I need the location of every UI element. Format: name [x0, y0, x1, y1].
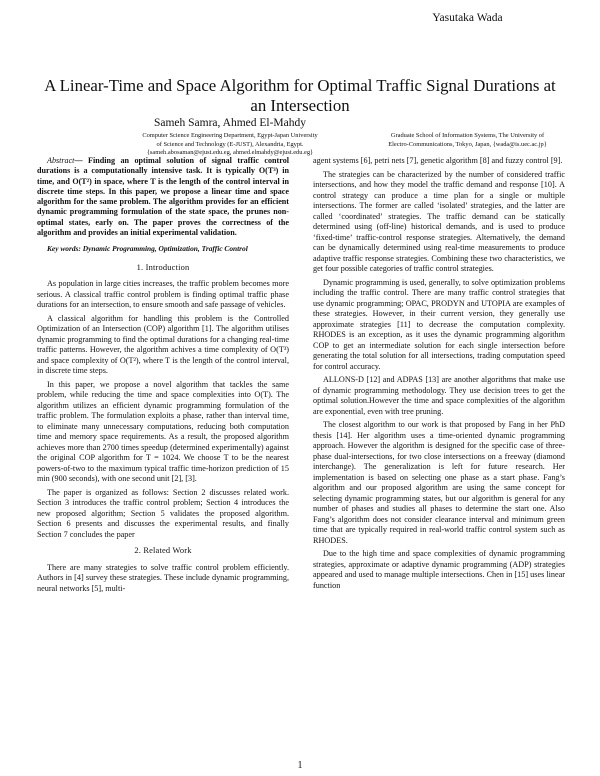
header-right-author-name: Yasutaka Wada	[432, 12, 503, 24]
paragraph: The strategies can be characterized by the number of considered traffic intersections, and how they model the traffic demand and response [10]. A control strategy can produce a time plan for a single or multiple intersections. The former are called ‘isolated’ strategies, and the latter are called ‘coordinated’ strategies. The traffic demand can be statically determined using (off-line) historical demands, and is used to produce ‘fixed-time’ traffic-control response strategies. Alternatively, the demand can be dynamically determined using real-time measurements to produce adaptive traffic response strategies. Combining these two characteristics, we get four possible categories of traffic control strategies.	[313, 169, 565, 273]
affiliation-line: of Science and Technology (E-JUST), Alexandria, Egypt.	[156, 140, 304, 148]
paragraph: ALLONS-D [12] and ADPAS [13] are another algorithms that make use of dynamic programming methodology. They use decision trees to get the optimal solution.However the time and space complexities of the algorithm are exponential, even with tree pruning.	[313, 375, 565, 416]
affiliation-right	[360, 132, 575, 149]
left-column	[37, 156, 289, 597]
author-block-right	[360, 117, 575, 149]
paper-title: A Linear-Time and Space Algorithm for Optimal Traffic Signal Durations at an Intersection	[44, 76, 556, 115]
affiliation-left	[100, 132, 360, 158]
author-block-left	[100, 117, 360, 158]
page-number: 1	[297, 760, 303, 771]
paragraph: Dynamic programming is used, generally, to solve optimization problems including the traffic control. There are many traffic control strategies that use dynamic programming; OPAC, PRODYN and UTOPIA are examples of these strategies. However, in their current version, they generally use approximate strategies [11] to decrease the computation complexity. RHODES is an exception, as it uses the dynamic programming algorithm COP to get an intermediate solution for each single intersection before generating the total solution for all intersections, trading computation speed for control accuracy.	[313, 277, 565, 371]
affiliation-line: Graduate School of Information Systems, The University of	[390, 132, 545, 139]
affiliation-line: {sameh.abosaman@ejust.edu.eg, ahmed.elmahdy@ejust.edu.eg}	[146, 149, 314, 157]
abstract	[37, 156, 289, 238]
abstract-text: — Finding an optimal solution of signal traffic control durations is a computationally intensive task. It is typically O(T³) in time, and O(T²) in space, where T is the length of the control interval in discrete time steps. In this paper, we propose a linear time and space algorithm for the same problem. The algorithm provides for an efficient dynamic programming formulation of the state space, the prunes non-optimal states, early on. The paper proves the correctness of the algorithm and provides an initial experimental validation.	[37, 156, 289, 238]
paragraph: In this paper, we propose a novel algorithm that tackles the same problem, while reducing the time and space complexities into O(T). The algorithm utilizes an efficient dynamic programming formulation of the traffic problem. The formulation exploits a phase, rather than interval time, to eliminate many unnecessary computations, reducing both computation time and memory space requirements. As a result, the proposed algorithm achieves more than 2700 times speedup (determined experimentally) against the original COP algorithm for T = 1024. We choose T to be the nearest powers-of-two to the maximum typical traffic time-horizon prediction of 15 min (900 seconds), with one second unit [2], [3].	[37, 379, 289, 484]
keywords-label: Key words:	[47, 244, 81, 254]
paragraph: As population in large cities increases, the traffic problem becomes more serious. A classical traffic control problem is finding optimal traffic phase durations for an intersection, to ensure smooth and safe passage of vehicles.	[37, 279, 289, 310]
section-heading-introduction: 1. Introduction	[136, 262, 190, 272]
section-heading-related-work: 2. Related Work	[134, 546, 192, 556]
paragraph: agent systems [6], petri nets [7], genetic algorithm [8] and fuzzy control [9].	[313, 156, 563, 165]
paragraph: The closest algorithm to our work is that proposed by Fang in her PhD thesis [14]. Her algorithm uses a time-oriented dynamic programming approach. However the algorithm is designed for the specific case of three-phase dual-intersections, for two close intersections on a freeway (diamond interchange). The generalization is left for future research. Her implementation is based on selecting one phase as a start phase. Fang’s algorithm and our proposed algorithm are using the same concept for selecting dynamic programming states, but our algorithm is general for any number of phases and studies all phases to determine the start one. Also Fang’s algorithm does not consider clearance interval and minimum green time that are typically required in real-world traffic control system such as RHODES.	[313, 420, 565, 545]
paragraph: Due to the high time and space complexities of dynamic programming strategies, approximate or adaptive dynamic programming (ADP) strategies appeared and used to manage multiple intersections. Chen in [15] uses linear function	[313, 549, 565, 590]
affiliation-line: Computer Science Engineering Department, Egypt-Japan University	[142, 132, 318, 139]
header-right-author	[360, 12, 575, 25]
author-names-left: Sameh Samra, Ahmed El-Mahdy	[153, 117, 307, 129]
paragraph: The paper is organized as follows: Section 2 discusses related work. Section 3 introduces the traffic control problem; Section 4 introduces the new proposed algorithm; Section 5 validates the proposed algorithm. Section 6 presents and discusses the experimental results, and finally Section 7 concludes the paper	[37, 487, 289, 539]
abstract-label: Abstract	[47, 156, 75, 165]
paragraph: A classical algorithm for handling this problem is the Controlled Optimization of an Intersection (COP) algorithm [1]. The algorithm utilises dynamic programming to find the optimal durations for a changing real-time traffic patterns. However, the algorithm achives a time complexity of O(T³) and space complexity of O(T²), where T is the length of the control interval, in discrete time steps.	[37, 313, 289, 376]
paragraph: There are many strategies to solve traffic control problem efficiently. Authors in [4] survey these strategies. These include dynamic programming, neural networks [5], multi-	[37, 562, 289, 593]
affiliation-line: Electro-Communications, Tokyo, Japan, {wada@is.uec.ac.jp}	[388, 140, 547, 148]
right-column	[313, 156, 565, 594]
keywords-text: Dynamic Programming, Optimization, Traffic Control	[82, 244, 248, 254]
keywords	[37, 244, 289, 255]
